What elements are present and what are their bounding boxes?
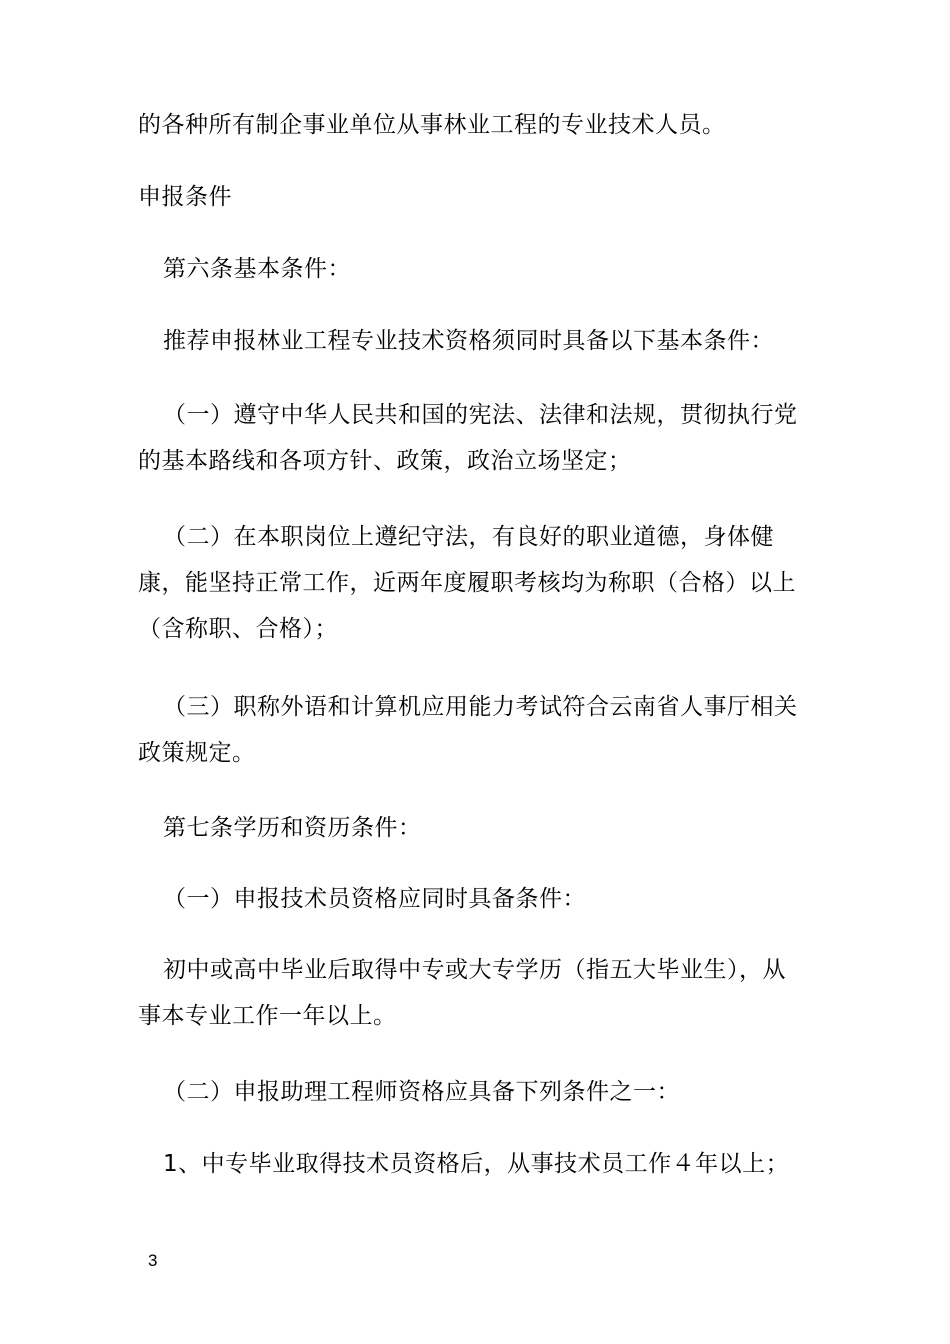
article-7-heading: 第七条学历和资历条件： [163,815,422,841]
section-heading: 申报条件 [138,184,232,210]
paragraph-1: 的各种所有制企事业单位从事林业工程的专业技术人员。 [138,112,726,138]
technician-requirements: （一）申报技术员资格应同时具备条件： [163,886,586,912]
condition-item-2: （二）在本职岗位上遵纪守法，有良好的职业道德，身体健康，能坚持正常工作，近两年度履职考核均为称职（合格）以上（含称职、合格）； [138,524,796,642]
article-6-heading: 第六条基本条件： [163,256,351,282]
condition-item-1: （一）遵守中华人民共和国的宪法、法律和法规，贯彻执行党的基本路线和各项方针、政策，政治立场坚定； [138,402,798,474]
paragraph-basic-conditions: 推荐申报林业工程专业技术资格须同时具备以下基本条件： [163,328,774,354]
assistant-engineer-condition-1: 1、中专毕业取得技术员资格后，从事技术员工作４年以上； [163,1151,790,1177]
condition-item-3: （三）职称外语和计算机应用能力考试符合云南省人事厅相关政策规定。 [138,694,798,766]
page-number: 3 [148,1251,158,1270]
assistant-engineer-requirements: （二）申报助理工程师资格应具备下列条件之一： [163,1079,680,1105]
technician-education: 初中或高中毕业后取得中专或大专学历（指五大毕业生），从事本专业工作一年以上。 [138,957,786,1029]
